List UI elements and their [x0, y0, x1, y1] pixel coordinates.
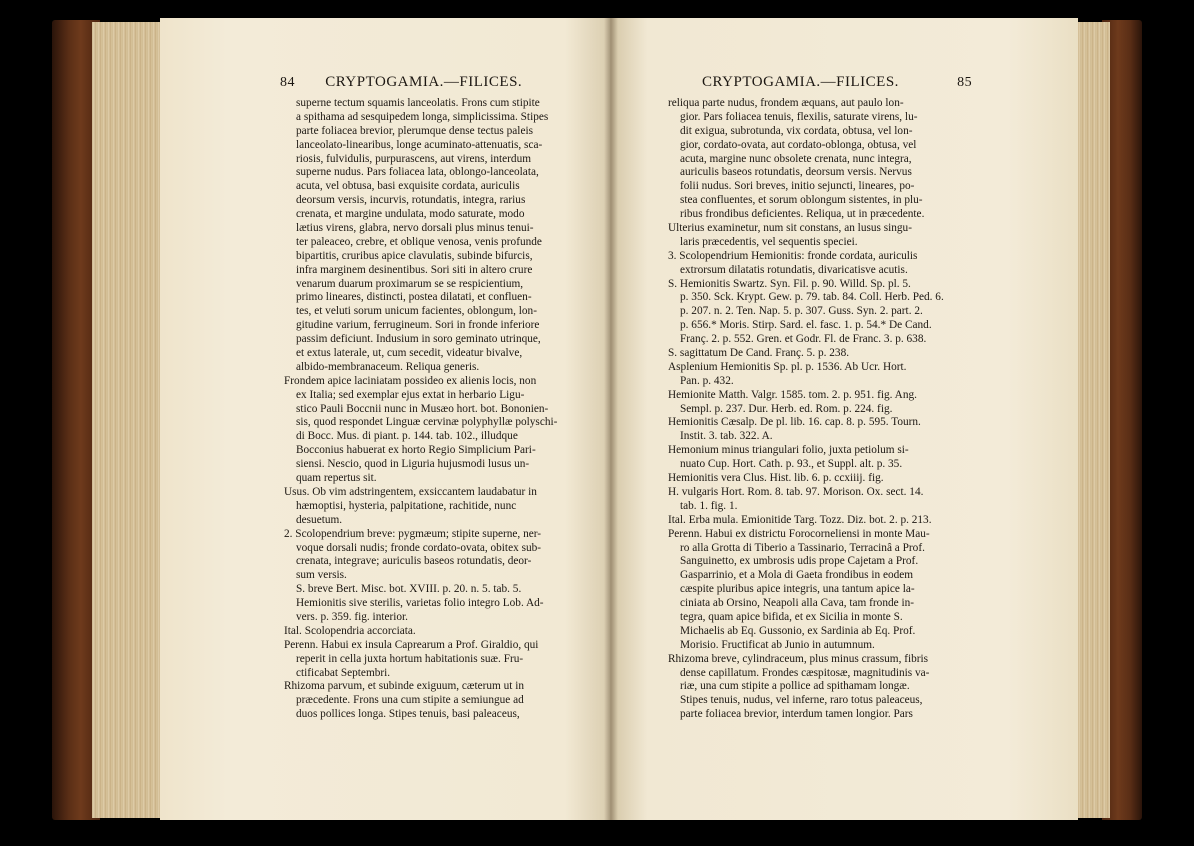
book-gutter: [604, 18, 618, 820]
text-line: folii nudus. Sori breves, initio sejuncti, lineares, po-: [680, 180, 915, 193]
text-line: di Bocc. Mus. di piant. p. 144. tab. 102., illudque: [296, 430, 518, 443]
text-line: nuato Cup. Hort. Cath. p. 93., et Suppl. alt. p. 35.: [680, 458, 903, 471]
text-line: desuetum.: [296, 513, 343, 526]
text-line: gior, cordato-ovata, aut cordato-oblonga, obtusa, vel: [680, 138, 917, 151]
text-line: Ital. Scolopendria accorciata.: [284, 624, 416, 637]
text-line: Franç. 2. p. 552. Gren. et Godr. Fl. de Franc. 3. p. 638.: [680, 333, 927, 346]
left-page-header: [280, 74, 522, 91]
text-line: auriculis baseos rotundatis, deorsum versis. Nervus: [680, 166, 912, 179]
text-line: Perenn. Habui ex insula Caprearum a Prof. Giraldio, qui: [284, 638, 539, 651]
text-line: Rhizoma breve, cylindraceum, plus minus crassum, fibris: [668, 652, 929, 665]
text-line: quam repertus sit.: [296, 472, 377, 485]
running-head: CRYPTOGAMIA.—FILICES.: [702, 74, 899, 90]
text-line: siensi. Nescio, quod in Liguria hujusmodi lusus un-: [296, 458, 530, 471]
text-line: gitudine varium, ferrugineum. Sori in fronde inferiore: [296, 319, 540, 332]
text-line: tegra, quam apice bifida, et ex Sicilia in monte S.: [680, 610, 903, 623]
text-line: Ulterius examinetur, num sit constans, an lusus singu-: [668, 222, 912, 235]
text-line: superne tectum squamis lanceolatis. Frons cum stipite: [296, 97, 540, 109]
text-line: deorsum versis, incurvis, rotundatis, integra, rarius: [296, 194, 526, 207]
text-line: Rhizoma parvum, et subinde exiguum, cæterum ut in: [284, 680, 525, 693]
text-line: extrorsum dilatatis rotundatis, divaricatisve acutis.: [680, 263, 908, 276]
text-line: sum versis.: [296, 569, 347, 582]
text-line: bipartitis, cruribus apice clavulatis, subinde bifurcis,: [296, 249, 533, 262]
text-line: p. 350. Sck. Krypt. Gew. p. 79. tab. 84. Coll. Herb. Ped. 6.: [680, 291, 944, 304]
text-line: Hemionite Matth. Valgr. 1585. tom. 2. p. 951. fig. Ang.: [668, 388, 917, 401]
text-line: primo lineares, distincti, postea dilatati, et confluen-: [296, 291, 532, 304]
running-head: CRYPTOGAMIA.—FILICES.: [325, 74, 523, 90]
text-line: Sanguinetto, ex umbrosis udis prope Cajetam a Prof.: [680, 555, 919, 568]
text-line: infra marginem desinentibus. Sori siti in altero crure: [296, 263, 533, 276]
text-line: venarum duarum proximarum se se respicientium,: [296, 277, 524, 290]
text-line: voque dorsali nudis; fronde cordato-ovata, obitex sub-: [296, 541, 542, 554]
text-line: crenata, integrave; auriculis baseos rotundatis, deor-: [296, 555, 532, 568]
text-line: ter paleaceo, crebre, et oblique venosa, venis profunde: [296, 235, 542, 248]
text-line: et extus laterale, ut, cum secedit, videatur bivalve,: [296, 347, 523, 360]
text-line: p. 656.* Moris. Stirp. Sard. el. fasc. 1. p. 54.* De Cand.: [680, 319, 932, 332]
text-line: Perenn. Habui ex districtu Forocorneliensi in monte Mau-: [668, 527, 930, 540]
page-number: 84: [280, 75, 295, 90]
page-edges-left: [92, 22, 162, 818]
text-line: crenata, et margine undulata, modo saturate, modo: [296, 208, 525, 221]
text-line: parte foliacea brevior, interdum tamen longior. Pars: [680, 708, 913, 721]
text-line: laris præcedentis, vel sequentis speciei.: [680, 235, 858, 248]
text-line: Instit. 3. tab. 322. A.: [680, 430, 773, 443]
text-line: Hemionitis Cæsalp. De pl. lib. 16. cap. 8. p. 595. Tourn.: [668, 416, 921, 429]
text-line: a spithama ad sesquipedem longa, simplicissima. Stipes: [296, 110, 549, 123]
text-line: gior. Pars foliacea tenuis, flexilis, saturate virens, lu-: [680, 110, 918, 123]
text-line: S. sagittatum De Cand. Franç. 5. p. 238.: [668, 347, 850, 360]
text-line: Sempl. p. 237. Dur. Herb. ed. Rom. p. 224. fig.: [680, 402, 893, 415]
text-line: reperit in cella juxta hortum habitationis suæ. Fru-: [296, 652, 524, 665]
text-line: p. 207. n. 2. Ten. Nap. 5. p. 307. Guss. Syn. 2. part. 2.: [680, 305, 923, 318]
text-line: ribus frondibus deficientes. Reliqua, ut in præcedente.: [680, 208, 925, 221]
text-line: Stipes tenuis, nudus, vel inferne, raro totus paleaceus,: [680, 694, 923, 707]
page-number: 85: [957, 75, 973, 90]
page-edges-right: [1076, 22, 1110, 818]
text-line: hæmoptisi, hysteria, palpitatione, rachitide, nunc: [296, 499, 517, 512]
text-line: lætius virens, glabra, nervo dorsali plus minus tenui-: [296, 222, 534, 235]
left-page-body: [284, 97, 557, 722]
text-line: Pan. p. 432.: [680, 374, 734, 387]
text-line: S. Hemionitis Swartz. Syn. Fil. p. 90. Willd. Sp. pl. 5.: [668, 277, 911, 290]
text-line: tab. 1. fig. 1.: [680, 499, 738, 512]
text-line: stea confluentes, et sorum oblongum sistentes, in plu-: [680, 194, 923, 207]
text-line: riæ, una cum stipite a pollice ad spithamam longæ.: [680, 680, 910, 693]
text-line: ciniata ab Orsino, Neapoli alla Cava, tam fronde in-: [680, 597, 915, 610]
text-line: duos pollices longa. Stipes tenuis, basi paleaceus,: [296, 708, 520, 721]
right-page-body: [668, 97, 944, 722]
text-line: Usus. Ob vim adstringentem, exsiccantem laudabatur in: [284, 485, 537, 498]
text-line: præcedente. Frons una cum stipite a semiungue ad: [296, 694, 524, 707]
text-line: Ital. Erba mula. Emionitide Targ. Tozz. Diz. bot. 2. p. 213.: [668, 513, 932, 526]
text-line: acuta, margine nunc obsolete crenata, nunc integra,: [680, 152, 912, 165]
right-page-header: [702, 74, 972, 91]
text-line: Hemonium minus triangulari folio, juxta petiolum si-: [668, 444, 909, 457]
text-line: 2. Scolopendrium breve: pygmæum; stipite superne, ner-: [284, 527, 542, 540]
text-line: lanceolato-linearibus, longe acuminato-attenuatis, sca-: [296, 138, 543, 151]
text-line: Hemionitis vera Clus. Hist. lib. 6. p. ccxiiij. fig.: [668, 472, 884, 485]
text-line: S. breve Bert. Misc. bot. XVIII. p. 20. n. 5. tab. 5.: [296, 583, 522, 596]
text-line: ctificabat Septembri.: [296, 666, 391, 679]
text-line: dense capillatum. Frondes cæspitosæ, magnitudinis va-: [680, 666, 930, 679]
text-line: vers. p. 359. fig. interior.: [296, 610, 409, 623]
text-line: dit exigua, subrotunda, vix cordata, obtusa, vel lon-: [680, 124, 913, 137]
right-page: [610, 18, 1078, 820]
text-line: albido-membranaceum. Reliqua generis.: [296, 360, 480, 373]
text-line: cæspite pluribus apice integris, una tantum apice la-: [680, 583, 915, 596]
text-line: passim deficiunt. Indusium in soro geminato utrinque,: [296, 333, 541, 346]
text-line: ex Italia; sed exemplar ejus extat in herbario Ligu-: [296, 388, 525, 401]
text-line: tes, et veluti sorum unicum facientes, oblongum, lon-: [296, 305, 537, 318]
text-line: sis, quod respondet Linguæ cervinæ polyphyllæ polyschi-: [296, 416, 558, 429]
text-line: parte foliacea brevior, plerumque dense tectus paleis: [296, 124, 533, 137]
text-line: reliqua parte nudus, frondem æquans, aut paulo lon-: [668, 97, 904, 109]
text-line: acuta, vel obtusa, basi exquisite cordata, auriculis: [296, 180, 520, 193]
text-line: 3. Scolopendrium Hemionitis: fronde cordata, auriculis: [668, 249, 918, 262]
text-line: Hemionitis sive sterilis, varietas folio integro Lob. Ad-: [296, 597, 544, 610]
text-line: Bocconius habuerat ex horto Regio Simplicium Pari-: [296, 444, 536, 457]
text-line: Asplenium Hemionitis Sp. pl. p. 1536. Ab Ucr. Hort.: [668, 360, 907, 373]
text-line: Gasparrinio, et a Mola di Gaeta frondibus in eodem: [680, 569, 914, 582]
text-line: stico Pauli Boccnii nunc in Musæo hort. bot. Bononien-: [296, 402, 549, 415]
text-line: ro alla Grotta di Tiberio a Tassinario, Terracinâ a Prof.: [680, 541, 925, 554]
text-line: riosis, fulvidulis, purpurascens, aut virens, interdum: [296, 152, 532, 165]
left-page: [160, 18, 610, 820]
text-line: Morisio. Fructificat ab Junio in autumnum.: [680, 638, 875, 651]
text-line: Frondem apice laciniatam possideo ex alienis locis, non: [284, 374, 537, 387]
text-line: Michaelis ab Eq. Gussonio, ex Sardinia ab Eq. Prof.: [680, 624, 916, 637]
open-book: [52, 18, 1142, 828]
text-line: H. vulgaris Hort. Rom. 8. tab. 97. Morison. Ox. sect. 14.: [668, 485, 924, 498]
text-line: superne nudus. Pars foliacea lata, oblongo-lanceolata,: [296, 166, 539, 179]
